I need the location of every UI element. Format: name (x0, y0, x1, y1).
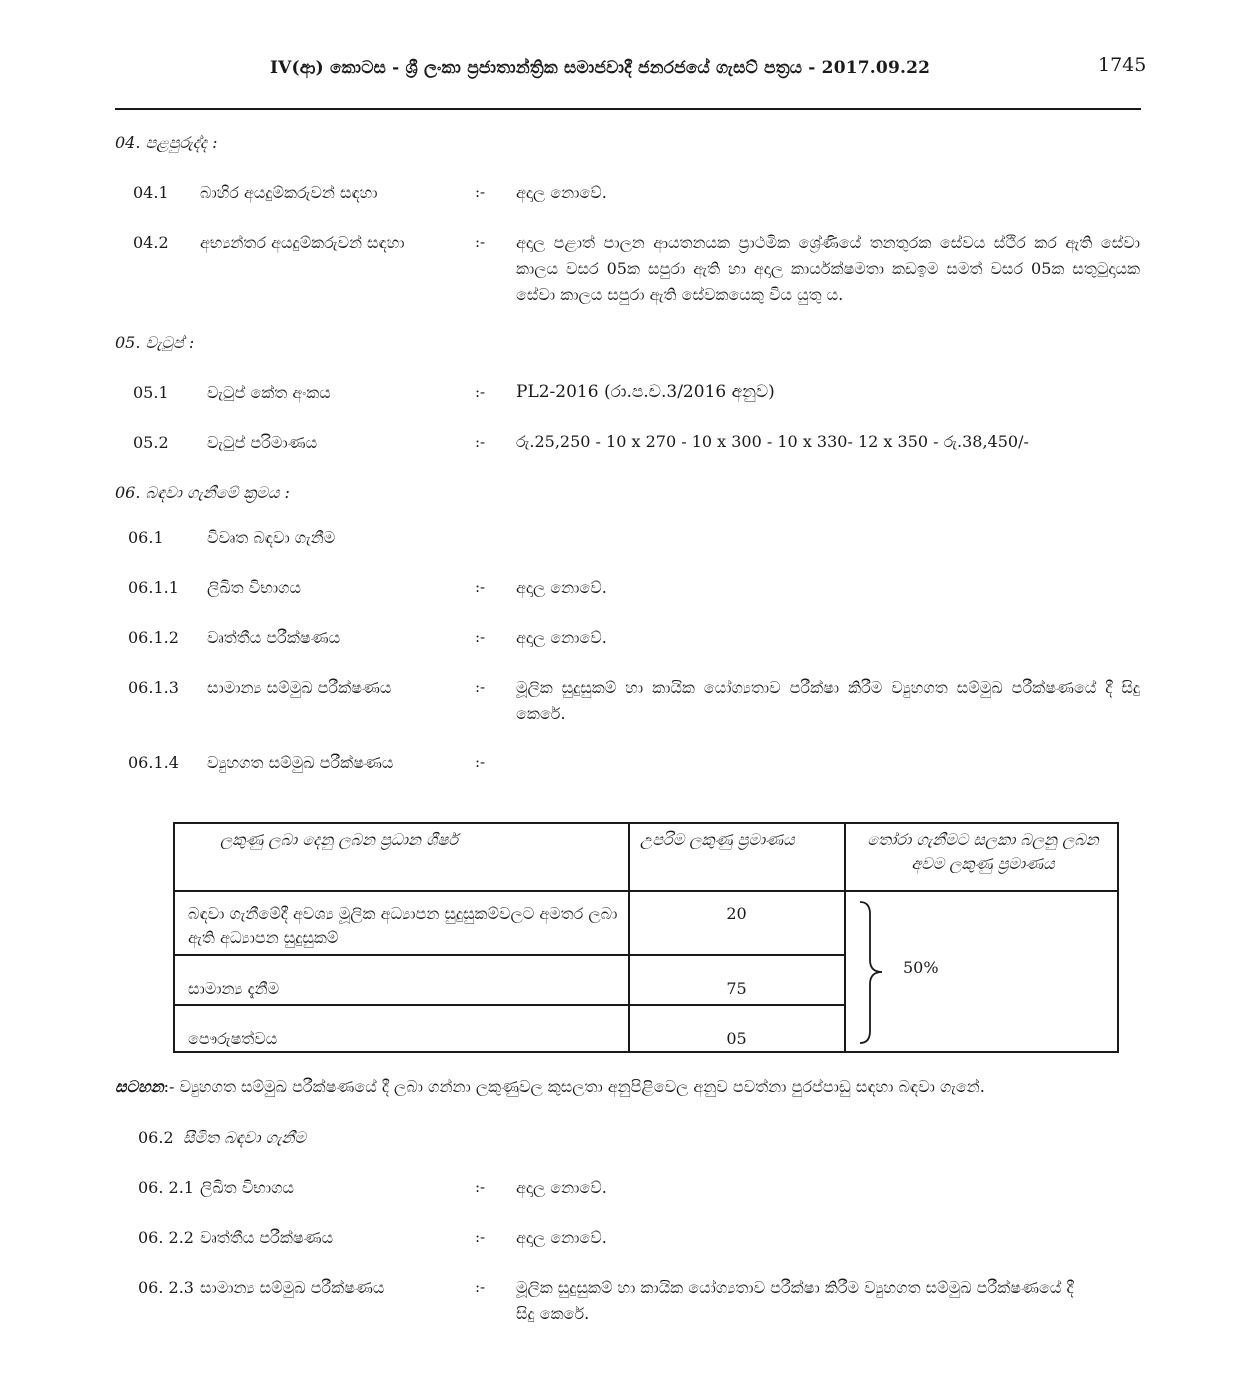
item-06-1-2-value: අදාල නොවේ. (516, 628, 607, 647)
item-06-1-4-label: ව්‍යුහගත සම්මුඛ පරීක්ෂණය (207, 753, 394, 772)
item-04-1-label: බාහිර අයදුම්කරුවන් සඳහා (200, 183, 378, 202)
item-06-2-2-number: 06. 2.2 (138, 1228, 194, 1247)
item-06-1-3-label: සාමාන්‍ය සම්මුඛ පරීක්ෂණය (207, 678, 392, 697)
right-brace-icon (858, 900, 888, 1045)
item-06-1-2-number: 06.1.2 (128, 628, 179, 647)
section-06-heading: 06. බඳවා ගැනීමේ ක්‍රමය : (115, 483, 290, 502)
item-06-1-3-number: 06.1.3 (128, 678, 179, 697)
header-divider (115, 108, 1141, 110)
item-06-2-3-separator: :- (475, 1278, 486, 1296)
item-05-1-value: PL2-2016 (රා.ප.ච.3/2016 අනුව) (516, 382, 775, 402)
item-06-2-1-number: 06. 2.1 (138, 1178, 194, 1197)
note (115, 1077, 985, 1097)
item-04-1-separator: :- (475, 183, 486, 201)
item-05-2-separator: :- (475, 433, 486, 451)
item-06-2-1-label: ලිඛිත විභාගය (200, 1178, 295, 1197)
item-05-1-number: 05.1 (133, 383, 169, 402)
table-row-max: 75 (726, 979, 747, 998)
item-06-2-3-label: සාමාන්‍ය සම්මුඛ පරීක්ෂණය (200, 1278, 385, 1297)
page-header-title: IV(ආ) කොටස - ශ්‍රී ලංකා ප්‍රජාතාන්ත්‍රික සමාජවාදී ජනරජයේ ගැසට් පත්‍රය - 2017.09.22 (270, 58, 931, 78)
item-05-2-label: වැටුප් පරිමාණය (207, 433, 318, 452)
item-06-1-1-separator: :- (475, 578, 486, 596)
table-row-label: බඳවා ගැනීමේදී අවශ්‍ය මූලික අධ්‍යාපන සුදුසුකම්වලට අමතර ලබා ඇති අධ්‍යාපන සුදුසුකම් (188, 904, 618, 947)
table-row-max: 05 (726, 1029, 747, 1048)
item-06-1-2-label: වෘත්තීය පරීක්ෂණය (207, 628, 341, 647)
item-06-2-1-separator: :- (475, 1178, 486, 1196)
item-06-1-3-value: මූලික සුදුසුකම් හා කායික යෝග්‍යතාව පරීක්ෂා කිරීම ව්‍යුහගත සම්මුඛ පරීක්ෂණයේ දී සිදු කෙරේ. (516, 678, 1140, 723)
section-04-heading: 04. පළපුරුද්ද : (115, 133, 218, 152)
table-header-divider (175, 890, 1117, 892)
note-label: සටහන (115, 1077, 164, 1096)
table-header-max-marks: උපරිම ලකුණු ප්‍රමාණය (640, 830, 795, 849)
item-04-2-number: 04.2 (133, 233, 169, 252)
item-04-1-value: අදාල නොවේ. (516, 183, 607, 202)
table-column-divider (628, 824, 630, 1051)
table-header-min-marks: තෝරා ගැනීමට සලකා බලනු ලබන අවම ලකුණු ප්‍රමාණය (867, 830, 1099, 873)
table-row-label: සාමාන්‍ය දැනීම (188, 979, 280, 998)
item-04-2-separator: :- (475, 233, 486, 251)
item-06-2-3-value: මූලික සුදුසුකම් හා කායික යෝග්‍යතාව පරීක්ෂා කිරීම ව්‍යුහගත සම්මුඛ පරීක්ෂණයේ දී සිදු කෙරේ. (516, 1278, 1074, 1323)
item-06-1-1-label: ලිඛිත විභාගය (207, 578, 302, 597)
item-05-1-separator: :- (475, 383, 486, 401)
item-06-1-2-separator: :- (475, 628, 486, 646)
page-number: 1745 (1098, 54, 1147, 76)
table-row-divider (175, 1004, 846, 1006)
item-04-2-label: අභ්‍යන්තර අයදුම්කරුවන් සඳහා (200, 233, 405, 252)
item-06-2-3-number: 06. 2.3 (138, 1278, 194, 1297)
item-04-1-number: 04.1 (133, 183, 169, 202)
table-row-label: පෞරුෂත්වය (188, 1029, 278, 1048)
table-row-divider (175, 954, 846, 956)
table-header-category: ලකුණු ලබා දෙනු ලබන ප්‍රධාන ශීර්ෂ (220, 830, 459, 849)
item-06-1-1-number: 06.1.1 (128, 578, 179, 597)
item-06-1-number: 06.1 (128, 528, 164, 547)
item-05-2-value: රු.25,250 - 10 x 270 - 10 x 300 - 10 x 330- 12 x 350 - රු.38,450/- (516, 432, 1029, 451)
item-04-2-value: අදාල පළාත් පාලන ආයතනයක ප්‍රාථමික ශ්‍රේණියේ තනතුරක සේවය ස්ථිර කර ඇති සේවා කාලය වසර 05ක සපුරා ඇති හා අදාල කාර්යක්ෂමතා කඩඉම සමත් වසර 05ක සතුටුදායක සේවා කාලය සපුරා ඇති සේවකයෙකු විය යුතු ය. (516, 233, 1140, 304)
item-06-1-3-separator: :- (475, 678, 486, 696)
table-min-marks-value: 50% (903, 958, 939, 977)
table-row-max: 20 (726, 904, 747, 923)
item-06-2-label: සීමිත බඳවා ගැනීම (183, 1128, 306, 1147)
item-06-1-label: විවෘත බඳවා ගැනීම (207, 528, 336, 547)
item-05-2-number: 05.2 (133, 433, 169, 452)
item-06-2-2-value: අදාල නොවේ. (516, 1228, 607, 1247)
item-06-2-number: 06.2 (138, 1128, 174, 1147)
table-column-divider (844, 824, 846, 1051)
item-06-1-1-value: අදාල නොවේ. (516, 578, 607, 597)
item-06-2-2-separator: :- (475, 1228, 486, 1246)
note-text: :- ව්‍යුහගත සම්මුඛ පරීක්ෂණයේ දී ලබා ගන්නා ලකුණුවල කුසලතා අනුපිළිවෙල අනුව පවත්නා පුරප්පාඩු සඳහා බඳවා ගැනේ. (163, 1077, 985, 1096)
item-06-2-2-label: වෘත්තීය පරීක්ෂණය (200, 1228, 334, 1247)
item-06-1-4-separator: :- (475, 753, 486, 771)
item-06-2-1-value: අදාල නොවේ. (516, 1178, 607, 1197)
item-05-1-label: වැටුප් කේත අංකය (207, 383, 331, 402)
item-06-1-4-number: 06.1.4 (128, 753, 179, 772)
section-05-heading: 05. වැටුප් : (115, 333, 195, 352)
